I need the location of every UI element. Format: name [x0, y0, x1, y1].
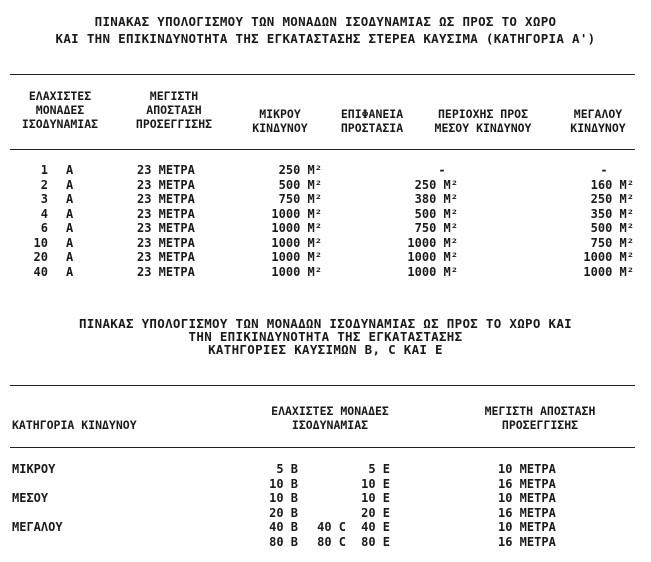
- cell-medium-risk: -: [438, 163, 446, 177]
- cell-medium-risk: 1000 M²: [407, 264, 458, 279]
- cell-small-risk: 1000 M²: [271, 221, 322, 235]
- cell-class: A: [66, 192, 74, 206]
- cell-distance: 23 ΜΕΤΡΑ: [137, 192, 195, 206]
- header-min-units: ΕΛΑΧΙΣΤΕΣ ΜΟΝΑΔΕΣ ΙΣΟΔΥΝΑΜΙΑΣ: [21, 89, 99, 131]
- cell-distance: 23 ΜΕΤΡΑ: [137, 206, 195, 221]
- cell-b: 80 Β: [269, 534, 298, 549]
- cell-c: 40 C: [317, 520, 346, 534]
- header-risk-category: ΚΑΤΗΓΟΡΙΑ ΚΙΝΔΥΝΟΥ: [12, 418, 137, 432]
- cell-class: A: [66, 221, 74, 235]
- cell-large-risk: -: [600, 163, 608, 177]
- cell-units: 20: [33, 250, 48, 264]
- table2-title-line2: ΤΗΝ ΕΠΙΚΙΝΔΥΝΟΤΗΤΑ ΤΗΣ ΕΓΚΑΤΑΣΤΑΣΗΣ: [188, 329, 463, 344]
- cell-medium-risk: 250 M²: [414, 177, 458, 192]
- cell-b: 40 Β: [269, 520, 298, 534]
- cell-class: A: [66, 264, 74, 279]
- cell-c: 80 C: [317, 534, 346, 549]
- table2-top-rule: [10, 385, 635, 386]
- cell-units: 4: [40, 206, 48, 221]
- header-large-risk: ΜΕΓΑΛΟΥ ΚΙΝΔΥΝΟΥ: [570, 107, 626, 135]
- header-medium-risk: ΠΕΡΙΟΧΗΣ ΠΡΟΣ ΜΕΣΟΥ ΚΙΝΔΥΝΟΥ: [434, 107, 532, 135]
- cell-e: 10 Ε: [361, 476, 390, 491]
- cell-b: 5 Β: [276, 462, 298, 476]
- cell-medium-risk: 1000 M²: [407, 250, 458, 264]
- table2-title-line3: ΚΑΤΗΓΟΡΙΕΣ ΚΑΥΣΙΜΩΝ Β, C ΚΑΙ Ε: [208, 342, 443, 357]
- cell-e: 20 Ε: [361, 505, 390, 520]
- table1-title-line2: ΚΑΙ ΤΗΝ ΕΠΙΚΙΝΔΥΝΟΤΗΤΑ ΤΗΣ ΕΓΚΑΤΑΣΤΑΣΗΣ ΣΤΕΡΕΑ ΚΑΥΣΙΜΑ (ΚΑΤΗΓΟΡΙΑ Α'): [55, 31, 596, 46]
- cell-e: 40 Ε: [361, 520, 390, 534]
- cell-distance: 23 ΜΕΤΡΑ: [137, 221, 195, 235]
- cell-medium-risk: 750 M²: [414, 221, 458, 235]
- cell-class: A: [66, 206, 74, 221]
- cell-large-risk: 250 M²: [590, 192, 634, 206]
- cell-e: 10 Ε: [361, 491, 390, 505]
- header-max-distance: ΜΕΓΙΣΤΗ ΑΠΟΣΤΑΣΗ ΠΡΟΣΕΓΓΙΣΗΣ: [135, 89, 213, 131]
- header-protection-area: ΕΠΙΦΑΝΕΙΑ ΠΡΟΣΤΑΣΙΑ: [340, 107, 404, 135]
- cell-small-risk: 250 M²: [278, 163, 322, 177]
- cell-large-risk: 350 M²: [590, 206, 634, 221]
- cell-risk-category: ΜΕΓΑΛΟΥ: [12, 520, 63, 534]
- cell-b: 10 Β: [269, 476, 298, 491]
- cell-units: 40: [33, 264, 48, 279]
- cell-medium-risk: 1000 M²: [407, 235, 458, 250]
- cell-class: A: [66, 250, 74, 264]
- cell-distance-2: 10 ΜΕΤΡΑ: [498, 462, 556, 476]
- cell-medium-risk: 380 M²: [414, 192, 458, 206]
- cell-distance-2: 10 ΜΕΤΡΑ: [498, 520, 556, 534]
- table2-header-rule: [10, 447, 635, 448]
- cell-class: A: [66, 235, 74, 250]
- cell-small-risk: 1000 M²: [271, 264, 322, 279]
- cell-class: A: [66, 177, 74, 192]
- cell-risk-category: ΜΕΣΟΥ: [12, 491, 49, 505]
- cell-medium-risk: 500 M²: [414, 206, 458, 221]
- cell-large-risk: 160 M²: [590, 177, 634, 192]
- cell-small-risk: 1000 M²: [271, 235, 322, 250]
- cell-units: 10: [33, 235, 48, 250]
- cell-distance-2: 16 ΜΕΤΡΑ: [498, 505, 556, 520]
- cell-b: 10 Β: [269, 491, 298, 505]
- cell-units: 2: [40, 177, 48, 192]
- table1-top-rule: [10, 74, 635, 75]
- header-min-units-2: ΕΛΑΧΙΣΤΕΣ ΜΟΝΑΔΕΣ ΙΣΟΔΥΝΑΜΙΑΣ: [271, 404, 389, 432]
- cell-e: 80 Ε: [361, 534, 390, 549]
- cell-risk-category: ΜΙΚΡΟΥ: [12, 462, 56, 476]
- cell-class: A: [66, 163, 74, 177]
- cell-distance-2: 16 ΜΕΤΡΑ: [498, 534, 556, 549]
- cell-distance-2: 10 ΜΕΤΡΑ: [498, 491, 556, 505]
- cell-large-risk: 500 M²: [590, 221, 634, 235]
- cell-small-risk: 1000 M²: [271, 250, 322, 264]
- cell-small-risk: 1000 M²: [271, 206, 322, 221]
- cell-distance-2: 16 ΜΕΤΡΑ: [498, 476, 556, 491]
- cell-distance: 23 ΜΕΤΡΑ: [137, 235, 195, 250]
- cell-large-risk: 1000 M²: [583, 250, 634, 264]
- cell-distance: 23 ΜΕΤΡΑ: [137, 177, 195, 192]
- header-small-risk: ΜΙΚΡΟΥ ΚΙΝΔΥΝΟΥ: [252, 107, 308, 135]
- cell-units: 6: [40, 221, 48, 235]
- table1-title-line1: ΠΙΝΑΚΑΣ ΥΠΟΛΟΓΙΣΜΟΥ ΤΩΝ ΜΟΝΑΔΩΝ ΙΣΟΔΥΝΑΜΙΑΣ ΩΣ ΠΡΟΣ ΤΟ ΧΩΡΟ: [94, 14, 557, 29]
- cell-e: 5 Ε: [368, 462, 390, 476]
- cell-units: 1: [40, 163, 48, 177]
- cell-distance: 23 ΜΕΤΡΑ: [137, 264, 195, 279]
- table1-header-rule: [10, 149, 635, 150]
- cell-units: 3: [40, 192, 48, 206]
- header-max-distance-2: ΜΕΓΙΣΤΗ ΑΠΟΣΤΑΣΗ ΠΡΟΣΕΓΓΙΣΗΣ: [484, 404, 596, 432]
- table2-title-line1: ΠΙΝΑΚΑΣ ΥΠΟΛΟΓΙΣΜΟΥ ΤΩΝ ΜΟΝΑΔΩΝ ΙΣΟΔΥΝΑΜΙΑΣ ΩΣ ΠΡΟΣ ΤΟ ΧΩΡΟ ΚΑΙ: [78, 316, 572, 331]
- cell-distance: 23 ΜΕΤΡΑ: [137, 163, 195, 177]
- cell-large-risk: 750 M²: [590, 235, 634, 250]
- cell-small-risk: 500 M²: [278, 177, 322, 192]
- cell-distance: 23 ΜΕΤΡΑ: [137, 250, 195, 264]
- cell-small-risk: 750 M²: [278, 192, 322, 206]
- cell-large-risk: 1000 M²: [583, 264, 634, 279]
- cell-b: 20 Β: [269, 505, 298, 520]
